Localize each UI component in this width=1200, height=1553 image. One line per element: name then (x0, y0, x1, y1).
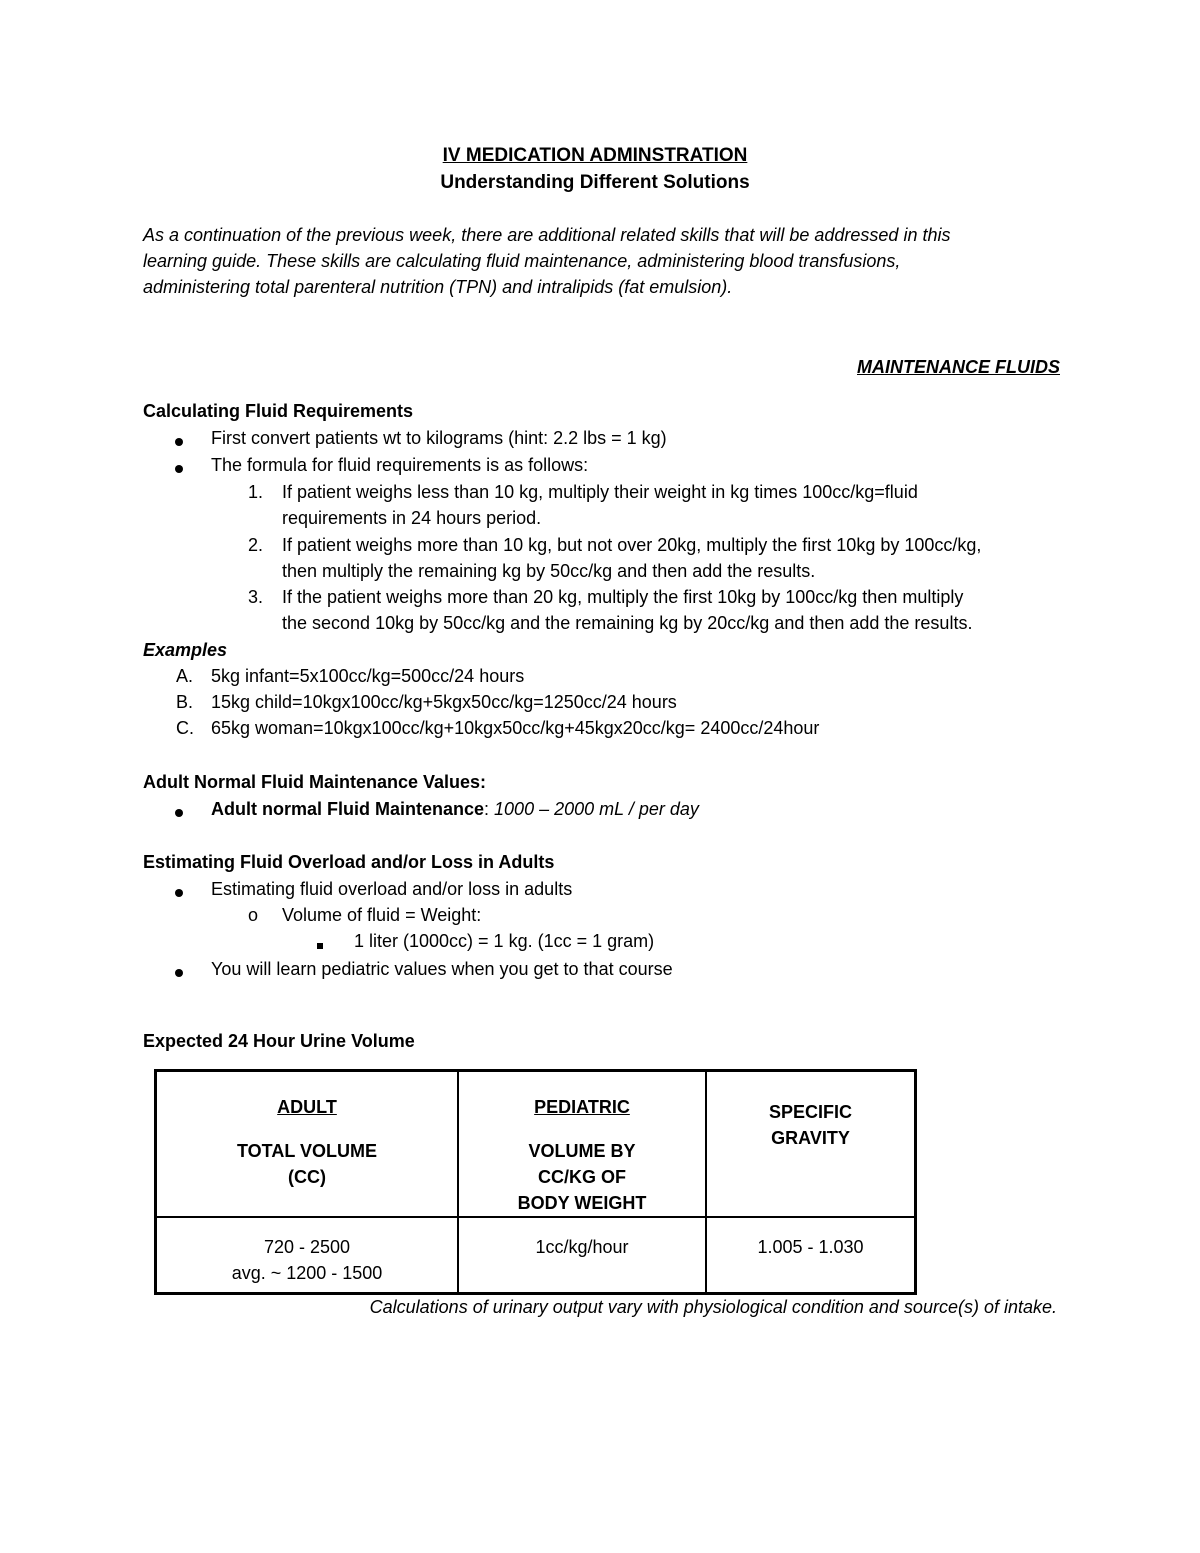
calc-bullet: First convert patients wt to kilograms (hint: 2.2 lbs = 1 kg) (211, 428, 667, 448)
header-sg: SPECIFIC (768, 1102, 852, 1122)
step-line: the second 10kg by 50cc/kg and the remaining kg by 20cc/kg and then add the results. (282, 613, 973, 633)
bullet-icon (172, 430, 186, 451)
square-bullet-icon (313, 933, 327, 954)
adult-normal-label: Adult normal Fluid Maintenance (211, 799, 485, 819)
cell-adult-volume (156, 1217, 459, 1294)
bullet-icon (172, 457, 186, 478)
adult-normal-heading: Adult Normal Fluid Maintenance Values: (143, 772, 487, 792)
document-subtitle: Understanding Different Solutions (440, 172, 750, 193)
overload-bullet: Estimating fluid overload and/or loss in adults (211, 879, 573, 899)
header-ped-sub: BODY WEIGHT (517, 1193, 647, 1213)
cell-specific-gravity (706, 1217, 916, 1294)
specific-gravity-value: 1.005 - 1.030 (757, 1237, 864, 1257)
step-number: 2. (248, 535, 264, 555)
header-sg: GRAVITY (771, 1128, 850, 1148)
example-text: 65kg woman=10kgx100cc/kg+10kgx50cc/kg+45kgx20cc/kg= 2400cc/24hour (211, 718, 820, 738)
bullet-icon (172, 961, 186, 982)
document-title: IV MEDICATION ADMINSTRATION (442, 145, 748, 166)
overload-subsub: 1 liter (1000cc) = 1 kg. (1cc = 1 gram) (354, 931, 655, 951)
calc-bullet: The formula for fluid requirements is as follows: (211, 455, 589, 475)
example-text: 5kg infant=5x100cc/kg=500cc/24 hours (211, 666, 525, 686)
header-cell-pediatric (458, 1071, 706, 1218)
header-adult-sub: TOTAL VOLUME (236, 1141, 377, 1161)
intro-line: administering total parenteral nutrition (TPN) and intralipids (fat emulsion). (143, 277, 733, 297)
adult-normal-line (211, 799, 699, 820)
intro-line: As a continuation of the previous week, there are additional related skills that will be addressed in this (143, 225, 951, 245)
header-cell-adult (156, 1071, 459, 1218)
step-line: requirements in 24 hours period. (282, 508, 542, 528)
adult-volume-avg: avg. ~ 1200 - 1500 (231, 1263, 383, 1283)
step-line: If the patient weighs more than 20 kg, multiply the first 10kg by 100cc/kg then multiply (282, 587, 964, 607)
urine-heading: Expected 24 Hour Urine Volume (143, 1031, 415, 1051)
example-letter: C. (176, 718, 194, 738)
step-line: If patient weighs more than 10 kg, but not over 20kg, multiply the first 10kg by 100cc/kg, (282, 535, 982, 555)
section-heading-maintenance: MAINTENANCE FLUIDS (857, 357, 1060, 377)
table-caption: Calculations of urinary output vary with physiological condition and source(s) of intake. (369, 1297, 1057, 1317)
adult-normal-colon: : (484, 799, 490, 819)
urine-volume-table (154, 1069, 917, 1295)
pediatric-volume: 1cc/kg/hour (535, 1237, 629, 1257)
step-number: 3. (248, 587, 264, 607)
example-text: 15kg child=10kgx100cc/kg+5kgx50cc/kg=1250cc/24 hours (211, 692, 677, 712)
example-letter: B. (176, 692, 194, 712)
step-line: then multiply the remaining kg by 50cc/kg and then add the results. (282, 561, 816, 581)
sub-bullet-marker: o (248, 905, 259, 925)
header-ped-sub: VOLUME BY (528, 1141, 636, 1161)
header-ped-sub: CC/KG OF (538, 1167, 626, 1187)
intro-line: learning guide. These skills are calculating fluid maintenance, administering blood transfusions, (143, 251, 901, 271)
overload-sub: Volume of fluid = Weight: (282, 905, 482, 925)
example-letter: A. (176, 666, 194, 686)
examples-heading: Examples (143, 640, 228, 660)
overload-heading: Estimating Fluid Overload and/or Loss in Adults (143, 852, 555, 872)
bullet-icon (172, 801, 186, 822)
header-adult-sub: (CC) (288, 1167, 326, 1187)
calc-heading: Calculating Fluid Requirements (143, 401, 414, 421)
header-cell-specific-gravity (706, 1071, 916, 1218)
overload-bullet: You will learn pediatric values when you get to that course (211, 959, 673, 979)
header-ped-title: PEDIATRIC (534, 1097, 630, 1117)
table-row (156, 1217, 916, 1294)
header-adult-title: ADULT (277, 1097, 337, 1117)
adult-volume-range: 720 - 2500 (263, 1237, 351, 1257)
cell-pediatric-volume (458, 1217, 706, 1294)
step-number: 1. (248, 482, 264, 502)
table-header-row (156, 1071, 916, 1218)
step-line: If patient weighs less than 10 kg, multiply their weight in kg times 100cc/kg=fluid (282, 482, 918, 502)
bullet-icon (172, 881, 186, 902)
adult-normal-value: 1000 – 2000 mL / per day (489, 799, 699, 819)
